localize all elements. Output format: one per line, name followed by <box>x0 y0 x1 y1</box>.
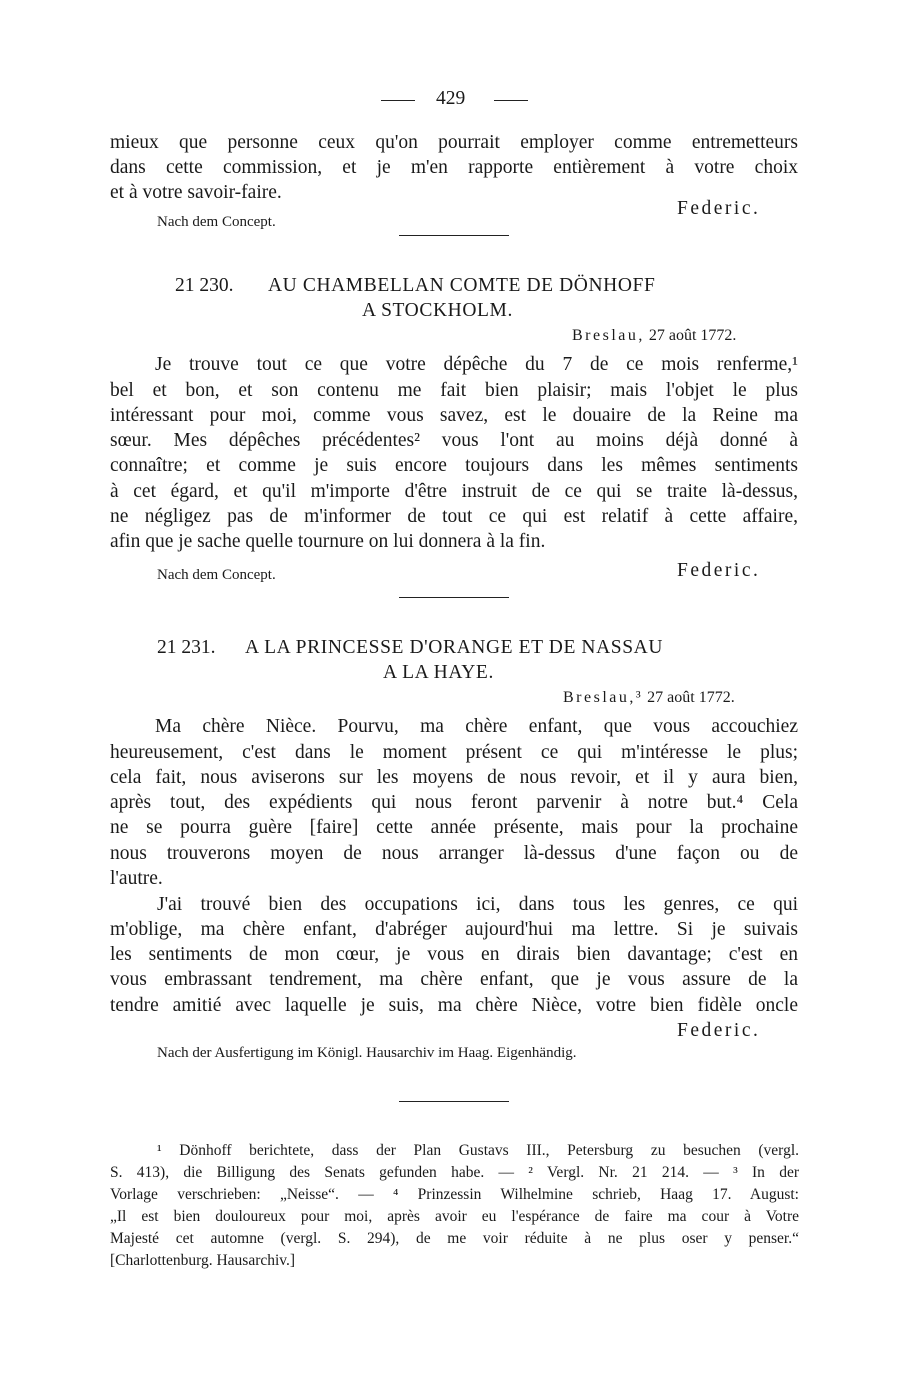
footnote-line: S. 413), die Billigung des Senats gefunden habe. — ² Vergl. Nr. 21 214. — ³ In der <box>110 1164 799 1181</box>
footnote-line: „Il est bien douloureux pour moi, après avoir eu l'espérance de faire ma cour à Votre <box>110 1208 799 1225</box>
footnote-line: [Charlottenburg. Hausarchiv.] <box>110 1252 296 1269</box>
letter-source-note: Nach der Ausfertigung im Königl. Hausarchiv im Haag. Eigenhändig. <box>157 1045 577 1061</box>
letter-line: intéressant pour moi, comme vous savez, est le douaire de la Reine ma <box>110 405 798 426</box>
dateline-date: 27 août 1772. <box>648 327 737 344</box>
letter-line: m'oblige, ma chère enfant, d'abréger aujourd'hui ma lettre. Si je suivais <box>110 919 798 940</box>
intro-line: dans cette commission, et je m'en rapporte entièrement à votre choix <box>110 157 798 178</box>
letter-line: ne négligez pas de m'informer de tout ce qui est relatif à cette affaire, <box>110 506 798 527</box>
letter-line: tendre amitié avec laquelle je suis, ma chère Nièce, votre bien fidèle oncle <box>110 995 798 1016</box>
letter-line: ne se pourra guère [faire] cette année présente, mais pour la prochaine <box>110 817 798 838</box>
dateline-place: Breslau, <box>572 327 645 344</box>
intro-signature: Federic. <box>677 198 761 219</box>
letter-line: J'ai trouvé bien des occupations ici, dans tous les genres, ce qui <box>157 894 798 915</box>
letter-line: Je trouve tout ce que votre dépêche du 7 de ce mois renferme,¹ <box>155 354 798 375</box>
letter-heading-place: A STOCKHOLM. <box>362 300 513 321</box>
letter-number: 21 231. <box>157 637 216 658</box>
section-divider <box>399 597 509 598</box>
letter-line: afin que je sache quelle tournure on lui donnera à la fin. <box>110 531 546 552</box>
dateline-date: 27 août 1772. <box>647 689 735 706</box>
letter-line: à cet égard, et qu'il m'importe d'être instruit de ce qui se traite là-dessus, <box>110 481 798 502</box>
dateline-place: Breslau,³ <box>563 689 644 706</box>
letter-line: sœur. Mes dépêches précédentes² vous l'ont au moins déjà donné à <box>110 430 798 451</box>
section-divider <box>399 235 509 236</box>
footnote-line: ¹ Dönhoff berichtete, dass der Plan Gustavs III., Petersburg zu besuchen (vergl. <box>157 1142 799 1159</box>
letter-number: 21 230. <box>175 275 234 296</box>
page-number: 429 <box>436 88 466 109</box>
letter-heading: A LA PRINCESSE D'ORANGE ET DE NASSAU <box>245 637 664 658</box>
intro-source-note: Nach dem Concept. <box>157 214 276 230</box>
letter-line: l'autre. <box>110 868 163 889</box>
header-rule-left <box>381 100 415 101</box>
letter-line: nous trouverons moyen de nous arranger là-dessus d'une façon ou de <box>110 843 798 864</box>
letter-dateline <box>563 689 735 707</box>
letter-signature: Federic. <box>677 560 761 581</box>
intro-line: et à votre savoir-faire. <box>110 182 282 203</box>
header-rule-right <box>494 100 528 101</box>
letter-line: bel et bon, et son contenu me fait bien plaisir; mais l'objet le plus <box>110 380 798 401</box>
letter-signature: Federic. <box>677 1020 761 1041</box>
letter-line: les sentiments de mon cœur, je vous en dirais bien davantage; c'est en <box>110 944 798 965</box>
letter-line: Ma chère Nièce. Pourvu, ma chère enfant, que vous accouchiez <box>155 716 798 737</box>
letter-line: connaître; et comme je suis encore toujours dans les mêmes sentiments <box>110 455 798 476</box>
letter-line: vous embrassant tendrement, ma chère enfant, que je vous assure de la <box>110 969 798 990</box>
letter-line: cela fait, nous aviserons sur les moyens de nous revoir, et il y aura bien, <box>110 767 798 788</box>
letter-source-note: Nach dem Concept. <box>157 567 276 583</box>
intro-line: mieux que personne ceux qu'on pourrait employer comme entremetteurs <box>110 132 798 153</box>
letter-line: heureusement, c'est dans le moment présent ce qui m'intéresse le plus; <box>110 742 798 763</box>
section-divider <box>399 1101 509 1102</box>
footnote-line: Majesté cet automne (vergl. S. 294), de me voir réduite à ne plus oser y penser.“ <box>110 1230 799 1247</box>
letter-heading: AU CHAMBELLAN COMTE DE DÖNHOFF <box>268 275 656 296</box>
letter-heading-place: A LA HAYE. <box>383 662 494 683</box>
letter-dateline <box>572 327 736 345</box>
footnote-line: Vorlage verschrieben: „Neisse“. — ⁴ Prinzessin Wilhelmine schrieb, Haag 17. August: <box>110 1186 799 1203</box>
letter-line: après tout, des expédients qui nous feront parvenir à notre but.⁴ Cela <box>110 792 798 813</box>
